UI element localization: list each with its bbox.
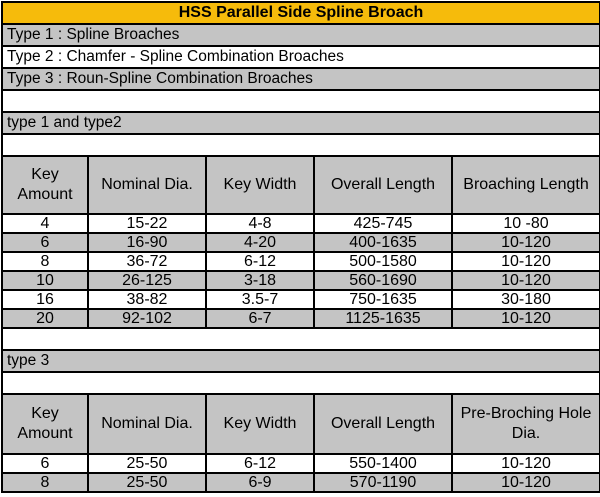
cell: 36-72	[88, 252, 206, 271]
cell: 6-9	[206, 473, 314, 491]
cell: 15-22	[88, 214, 206, 233]
blank-row	[3, 91, 599, 113]
header-key-width: Key Width	[206, 157, 314, 214]
header-nominal-dia: Nominal Dia.	[88, 395, 206, 454]
cell: 38-82	[88, 290, 206, 309]
cell: 560-1690	[314, 271, 452, 290]
cell: 6-7	[206, 309, 314, 328]
cell: 16-90	[88, 233, 206, 252]
cell: 10-120	[452, 473, 599, 491]
cell: 92-102	[88, 309, 206, 328]
table-row	[3, 290, 599, 309]
type-1-2-table	[3, 157, 599, 329]
cell: 750-1635	[314, 290, 452, 309]
blank-row	[3, 135, 599, 157]
cell: 500-1580	[314, 252, 452, 271]
type-3-table	[3, 395, 599, 491]
cell: 25-50	[88, 454, 206, 473]
cell: 10-120	[452, 454, 599, 473]
cell: 25-50	[88, 473, 206, 491]
section-1-label: type 1 and type2	[3, 113, 599, 135]
cell: 4-20	[206, 233, 314, 252]
cell: 10-120	[452, 271, 599, 290]
cell: 570-1190	[314, 473, 452, 491]
type-3-label: Type 3 : Roun-Spline Combination Broaches	[3, 69, 599, 91]
cell: 6	[3, 233, 88, 252]
type-2-label: Type 2 : Chamfer - Spline Combination Broaches	[3, 47, 599, 69]
header-key-amount: Key Amount	[3, 395, 88, 454]
cell: 16	[3, 290, 88, 309]
cell: 10-120	[452, 252, 599, 271]
cell: 8	[3, 252, 88, 271]
table-row	[3, 233, 599, 252]
cell: 6-12	[206, 454, 314, 473]
page-title: HSS Parallel Side Spline Broach	[3, 3, 599, 25]
table-row	[3, 473, 599, 491]
cell: 3-18	[206, 271, 314, 290]
table-header-row	[3, 157, 599, 214]
table-row	[3, 454, 599, 473]
header-broaching-length: Broaching Length	[452, 157, 599, 214]
table-row	[3, 271, 599, 290]
table-row	[3, 214, 599, 233]
header-key-amount: Key Amount	[3, 157, 88, 214]
header-key-width: Key Width	[206, 395, 314, 454]
cell: 550-1400	[314, 454, 452, 473]
cell: 400-1635	[314, 233, 452, 252]
cell: 8	[3, 473, 88, 491]
header-pre-broaching-hole-dia: Pre-Broching Hole Dia.	[452, 395, 599, 454]
cell: 425-745	[314, 214, 452, 233]
cell: 10-120	[452, 233, 599, 252]
table-header-row	[3, 395, 599, 454]
header-overall-length: Overall Length	[314, 395, 452, 454]
cell: 4	[3, 214, 88, 233]
header-overall-length: Overall Length	[314, 157, 452, 214]
table-row	[3, 309, 599, 328]
cell: 30-180	[452, 290, 599, 309]
cell: 6-12	[206, 252, 314, 271]
cell: 26-125	[88, 271, 206, 290]
cell: 6	[3, 454, 88, 473]
spline-broach-spec-sheet	[1, 1, 600, 493]
cell: 4-8	[206, 214, 314, 233]
table-row	[3, 252, 599, 271]
section-2-label: type 3	[3, 351, 599, 373]
blank-row	[3, 329, 599, 351]
cell: 10 -80	[452, 214, 599, 233]
header-nominal-dia: Nominal Dia.	[88, 157, 206, 214]
type-1-label: Type 1 : Spline Broaches	[3, 25, 599, 47]
cell: 1125-1635	[314, 309, 452, 328]
cell: 10	[3, 271, 88, 290]
cell: 3.5-7	[206, 290, 314, 309]
cell: 10-120	[452, 309, 599, 328]
cell: 20	[3, 309, 88, 328]
blank-row	[3, 373, 599, 395]
